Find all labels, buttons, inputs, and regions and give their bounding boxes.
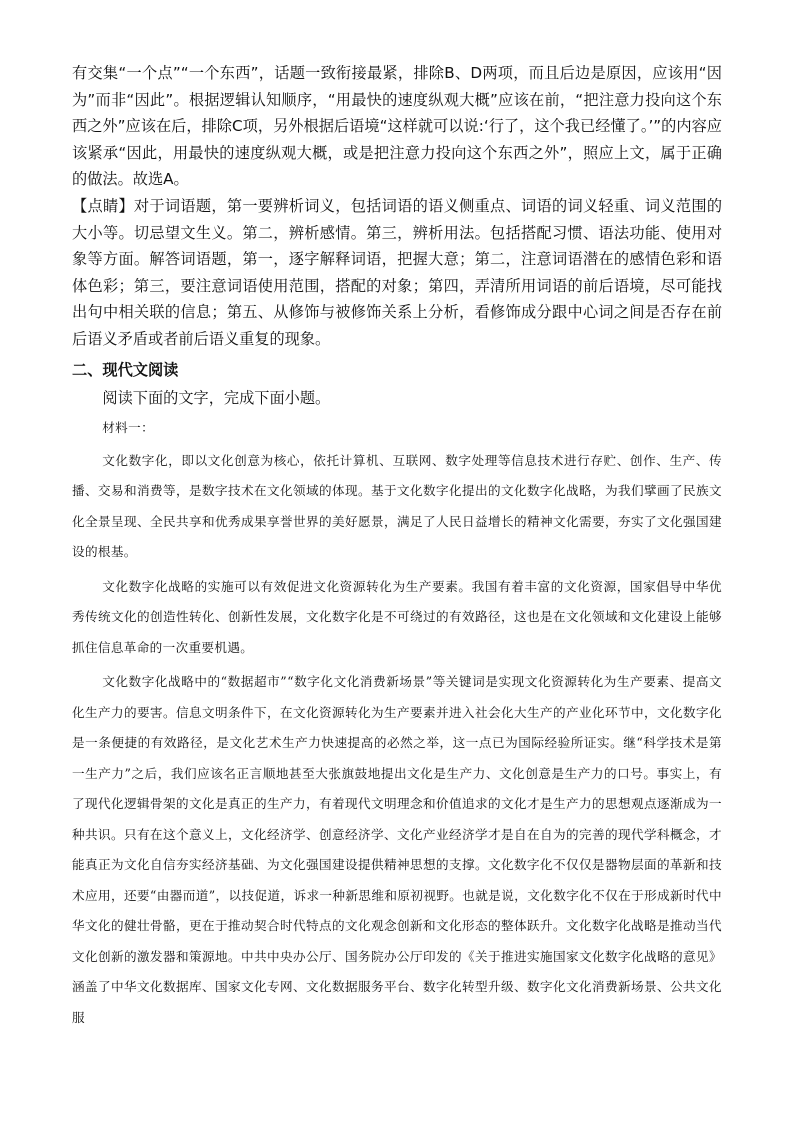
material-paragraph: 文化数字化战略中的“数据超市”“数字化文化消费新场景”等关键词是实现文化资源转化为生产要素、提高文化生产力的要害。信息文明条件下，在文化资源转化为生产要素并进入社会化大生产的产业化环节中，文化数字化是一条便捷的有效路径，是文化艺术生产力快速提高的必然之举，这一点已为国际经验所证实。继“科学技术是第一生产力”之后，我们应该名正言顺地甚至大张旗鼓地提出文化是生产力、文化创意是生产力的口号。事实上，有了现代化逻辑骨架的文化是真正的生产力，有着现代文明理念和价值追求的文化才是生产力的思想观点逐渐成为一种共识。只有在这个意义上，文化经济学、创意经济学、文化产业经济学才是自在自为的完善的现代学科概念，才能真正为文化自信夯实经济基础、为文化强国建设提供精神思想的支撑。文化数字化不仅仅是器物层面的革新和技术应用，还要“由器而道”，以技促道，诉求一种新思维和原初视野。也就是说，文化数字化不仅在于形成新时代中华文化的健壮骨骼，更在于推动契合时代特点的文化观念创新和文化形态的整体跃升。文化数字化战略是推动当代文化创新的激发器和策源地。中共中央办公厅、国务院办公厅印发的《关于推进实施国家文化数字化战略的意见》涵盖了中华文化数据库、国家文化专网、文化数据服务平台、数字化转型升级、数字化文化消费新场景、公共文化服 <box>72 674 722 1025</box>
material-paragraph: 文化数字化，即以文化创意为核心，依托计算机、互联网、数字处理等信息技术进行存贮、创作、生产、传播、交易和消费等，是数字技术在文化领域的体现。基于文化数字化提出的文化数字化战略，为我们擘画了民族文化全景呈现、全民共享和优秀成果享誉世界的美好愿景，满足了人民日益增长的精神文化需要，夯实了文化强国建设的根基。 <box>72 452 722 560</box>
answer-explanation-paragraph: 有交集“一个点”“一个东西”，话题一致衔接最紧，排除B、D两项，而且后边是原因，应该用“因为”而非“因此”。根据逻辑认知顺序，“用最快的速度纵观大概”应该在前，“把注意力投向这个东西之外”应该在后，排除C项，另外根据后语境“这样就可以说:‘行了，这个我已经懂了。’”的内容应该紧承“因此，用最快的速度纵观大概，或是把注意力投向这个东西之外”，照应上文，属于正确的做法。故选A。 <box>72 64 722 189</box>
reading-instruction: 阅读下面的文字，完成下面小题。 <box>102 388 331 407</box>
material-label: 材料一： <box>102 420 155 436</box>
section-heading: 二、现代文阅读 <box>72 360 179 379</box>
document-page <box>72 60 722 1037</box>
tip-paragraph: 【点睛】对于词语题，第一要辨析词义，包括词语的语义侧重点、词语的词义轻重、词义范围的大小等。切忌望文生义。第二，辨析感情。第三，辨析用法。包括搭配习惯、语法功能、使用对象等方面。解答词语题，第一，逐字解释词语，把握大意；第二，注意词语潜在的感情色彩和语体色彩；第三，要注意词语使用范围，搭配的对象；第四，弄清所用词语的前后语境，尽可能找出句中相关联的信息；第五、从修饰与被修饰关系上分析，看修饰成分跟中心词之间是否存在前后语义矛盾或者前后语义重复的现象。 <box>72 196 722 348</box>
material-paragraph: 文化数字化战略的实施可以有效促进文化资源转化为生产要素。我国有着丰富的文化资源，国家倡导中华优秀传统文化的创造性转化、创新性发展，文化数字化是不可绕过的有效路径，这也是在文化领域和文化建设上能够抓住信息革命的一次重要机遇。 <box>72 578 722 655</box>
